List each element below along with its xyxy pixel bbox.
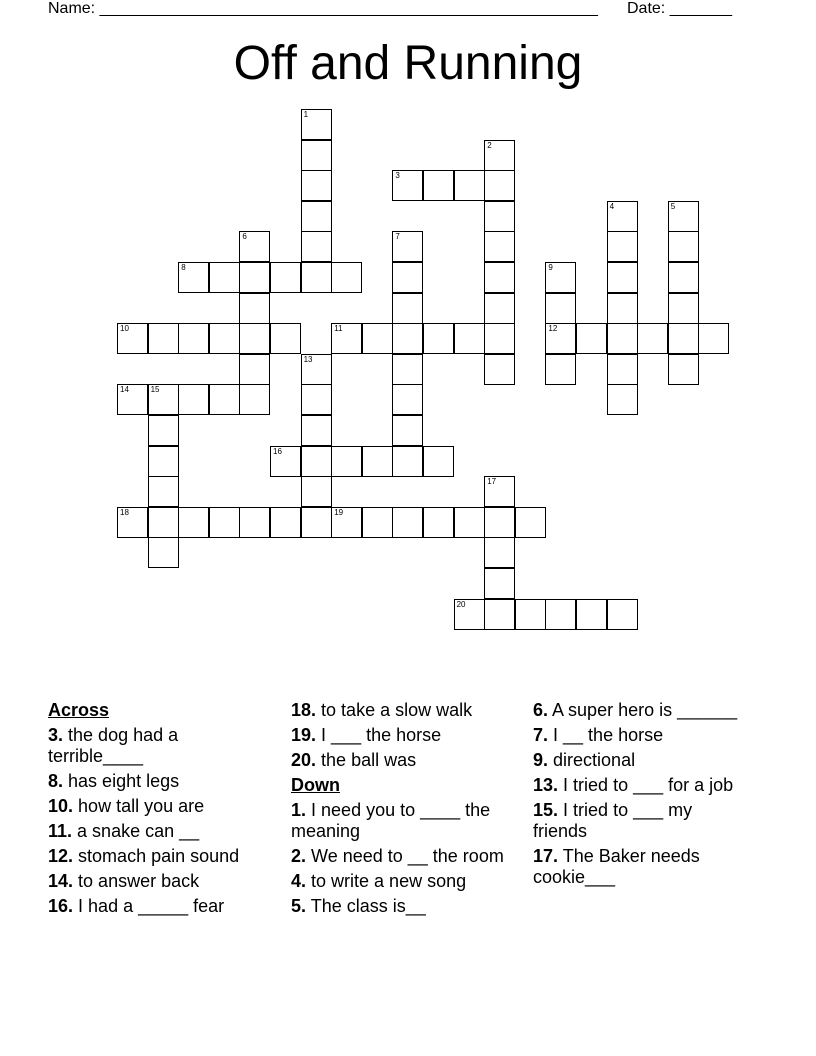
- grid-cell[interactable]: [484, 170, 515, 201]
- grid-cell[interactable]: [331, 507, 362, 538]
- clue-number: 8: [181, 263, 186, 272]
- grid-cell[interactable]: [392, 323, 423, 354]
- clue-across-20: 20. the ball was: [291, 750, 417, 770]
- grid-cell[interactable]: [515, 599, 546, 630]
- grid-cell[interactable]: [454, 507, 485, 538]
- grid-cell[interactable]: [209, 507, 240, 538]
- grid-cell[interactable]: [270, 507, 301, 538]
- grid-cell[interactable]: [668, 354, 699, 385]
- grid-cell[interactable]: [301, 415, 332, 446]
- grid-cell[interactable]: [545, 323, 576, 354]
- grid-cell[interactable]: [392, 170, 423, 201]
- grid-cell[interactable]: [576, 323, 607, 354]
- grid-cell[interactable]: [148, 415, 179, 446]
- grid-cell[interactable]: [362, 446, 393, 477]
- grid-cell[interactable]: [454, 599, 485, 630]
- clue-number: 17: [487, 477, 497, 487]
- clue-number: 13: [303, 354, 313, 364]
- clue-number: 10: [120, 324, 129, 334]
- grid-cell[interactable]: [148, 323, 179, 354]
- clue-down-2: 2. We need to __ the room: [291, 846, 504, 866]
- grid-cell[interactable]: [484, 262, 515, 293]
- grid-cell[interactable]: [178, 262, 209, 293]
- clue-across-14: 14. to answer back: [48, 871, 200, 891]
- clue-across-3: 3. the dog had a terrible____: [48, 725, 179, 766]
- grid-cell[interactable]: [239, 507, 270, 538]
- clue-down-9: 9. directional: [533, 750, 636, 770]
- grid-cell[interactable]: [607, 262, 638, 293]
- clue-down-5: 5. The class is__: [291, 896, 426, 916]
- grid-cell[interactable]: [423, 507, 454, 538]
- grid-cell[interactable]: [668, 262, 699, 293]
- clue-number: 5: [670, 201, 676, 211]
- grid-cell[interactable]: [484, 537, 515, 568]
- grid-cell[interactable]: [392, 231, 423, 262]
- clue-number: 15: [150, 385, 160, 395]
- down-heading: Down: [291, 775, 340, 795]
- grid-cell[interactable]: [515, 507, 546, 538]
- grid-cell[interactable]: [484, 140, 515, 171]
- grid-cell[interactable]: [607, 599, 638, 630]
- grid-cell[interactable]: [301, 354, 332, 385]
- clue-number: 12: [548, 324, 558, 334]
- clues-column-3: [533, 700, 743, 892]
- grid-cell[interactable]: [484, 293, 515, 324]
- grid-cell[interactable]: [209, 323, 240, 354]
- grid-cell[interactable]: [392, 507, 423, 538]
- grid-cell[interactable]: [239, 293, 270, 324]
- clue-down-7: 7. I __ the horse: [533, 725, 664, 745]
- grid-cell[interactable]: [484, 476, 515, 507]
- grid-cell[interactable]: [301, 140, 332, 171]
- grid-cell[interactable]: [117, 323, 148, 354]
- clue-across-11: 11. a snake can __: [48, 821, 200, 841]
- grid-cell[interactable]: [607, 354, 638, 385]
- grid-cell[interactable]: [423, 170, 454, 201]
- clue-across-18: 18. to take a slow walk: [291, 700, 473, 720]
- clue-down-17: 17. The Baker needs cookie___: [533, 846, 700, 887]
- grid-cell[interactable]: [545, 262, 576, 293]
- grid-cell[interactable]: [209, 384, 240, 415]
- grid-cell[interactable]: [607, 293, 638, 324]
- clue-number: 4: [609, 201, 615, 211]
- grid-cell[interactable]: [484, 599, 515, 630]
- name-field-label: Name: ________________________________________________________: [48, 0, 598, 17]
- grid-cell[interactable]: [148, 537, 179, 568]
- page-title: Off and Running: [233, 37, 583, 90]
- grid-cell[interactable]: [301, 231, 332, 262]
- grid-cell[interactable]: [239, 354, 270, 385]
- clue-down-15: 15. I tried to ___ my friends: [533, 800, 693, 841]
- date-field-label: Date: _______: [627, 0, 732, 17]
- clue-number: 9: [548, 263, 553, 272]
- grid-cell[interactable]: [484, 354, 515, 385]
- grid-cell[interactable]: [301, 384, 332, 415]
- clue-number: 16: [273, 446, 282, 456]
- grid-cell[interactable]: [576, 599, 607, 630]
- grid-cell[interactable]: [607, 384, 638, 415]
- grid-cell[interactable]: [484, 231, 515, 262]
- grid-cell[interactable]: [178, 384, 209, 415]
- clue-across-12: 12. stomach pain sound: [48, 846, 240, 866]
- grid-cell[interactable]: [117, 507, 148, 538]
- grid-cell[interactable]: [454, 170, 485, 201]
- grid-cell[interactable]: [484, 568, 515, 599]
- grid-cell[interactable]: [423, 323, 454, 354]
- grid-cell[interactable]: [178, 323, 209, 354]
- grid-cell[interactable]: [607, 231, 638, 262]
- clue-number: 19: [334, 507, 344, 517]
- grid-cell[interactable]: [301, 262, 332, 293]
- grid-cell[interactable]: [362, 323, 393, 354]
- grid-cell[interactable]: [301, 476, 332, 507]
- grid-cell[interactable]: [148, 384, 179, 415]
- grid-cell[interactable]: [301, 446, 332, 477]
- clues-column-1: [48, 700, 273, 921]
- grid-cell[interactable]: [331, 323, 362, 354]
- clue-down-13: 13. I tried to ___ for a job: [533, 775, 734, 795]
- clue-across-19: 19. I ___ the horse: [291, 725, 442, 745]
- grid-cell[interactable]: [545, 599, 576, 630]
- grid-cell[interactable]: [668, 323, 699, 354]
- grid-cell[interactable]: [668, 231, 699, 262]
- grid-cell[interactable]: [607, 201, 638, 232]
- clue-number: 3: [395, 171, 400, 181]
- clue-number: 20: [456, 599, 466, 609]
- grid-cell[interactable]: [301, 170, 332, 201]
- grid-cell[interactable]: [698, 323, 729, 354]
- grid-cell[interactable]: [331, 446, 362, 477]
- grid-cell[interactable]: [270, 262, 301, 293]
- grid-cell[interactable]: [607, 323, 638, 354]
- clue-across-8: 8. has eight legs: [48, 771, 180, 791]
- grid-cell[interactable]: [117, 384, 148, 415]
- grid-cell[interactable]: [148, 507, 179, 538]
- grid-cell[interactable]: [392, 262, 423, 293]
- clue-number: 7: [395, 232, 400, 242]
- grid-cell[interactable]: [637, 323, 668, 354]
- grid-cell[interactable]: [301, 201, 332, 232]
- grid-cell[interactable]: [545, 354, 576, 385]
- grid-cell[interactable]: [392, 446, 423, 477]
- grid-cell[interactable]: [392, 293, 423, 324]
- across-heading: Across: [48, 700, 110, 720]
- grid-cell[interactable]: [362, 507, 393, 538]
- clue-number: 2: [487, 140, 492, 150]
- grid-cell[interactable]: [668, 293, 699, 324]
- grid-cell[interactable]: [239, 384, 270, 415]
- clue-number: 14: [120, 385, 129, 395]
- grid-cell[interactable]: [148, 476, 179, 507]
- grid-cell[interactable]: [545, 293, 576, 324]
- grid-cell[interactable]: [484, 323, 515, 354]
- grid-cell[interactable]: [392, 384, 423, 415]
- clue-number: 11: [334, 324, 343, 334]
- clue-down-1: 1. I need you to ____ the meaning: [291, 800, 491, 841]
- grid-cell[interactable]: [301, 109, 332, 140]
- grid-cell[interactable]: [239, 231, 270, 262]
- grid-cell[interactable]: [423, 446, 454, 477]
- grid-cell[interactable]: [484, 201, 515, 232]
- grid-cell[interactable]: [301, 507, 332, 538]
- clue-number: 1: [303, 110, 309, 119]
- grid-cell[interactable]: [454, 323, 485, 354]
- grid-cell[interactable]: [270, 446, 301, 477]
- clue-number: 6: [242, 232, 247, 242]
- grid-cell[interactable]: [178, 507, 209, 538]
- grid-cell[interactable]: [209, 262, 240, 293]
- clue-across-16: 16. I had a _____ fear: [48, 896, 225, 916]
- grid-cell[interactable]: [239, 323, 270, 354]
- grid-cell[interactable]: [484, 507, 515, 538]
- grid-cell[interactable]: [392, 354, 423, 385]
- grid-cell[interactable]: [148, 446, 179, 477]
- clues-column-2: [291, 700, 516, 921]
- clue-number: 18: [120, 507, 129, 517]
- grid-cell[interactable]: [239, 262, 270, 293]
- clue-down-6: 6. A super hero is ______: [533, 700, 738, 720]
- grid-cell[interactable]: [270, 323, 301, 354]
- grid-cell[interactable]: [331, 262, 362, 293]
- clue-across-10: 10. how tall you are: [48, 796, 205, 816]
- grid-cell[interactable]: [392, 415, 423, 446]
- clue-down-4: 4. to write a new song: [291, 871, 467, 891]
- grid-cell[interactable]: [668, 201, 699, 232]
